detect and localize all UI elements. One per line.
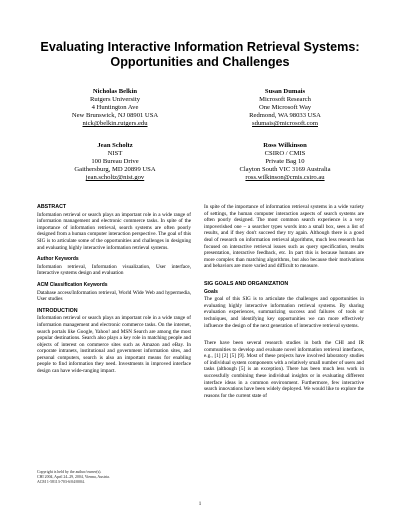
introduction-text: Information retrieval or search plays an important role in a wide range of information management and electronic commerce tasks. On the internet, search portals like Google, Yahoo! and MSN Search are among the most popular destinations. Search also plays a key role in matching people and objects of interest on commerce sites such as Amazon and eBay. In corporate intranets, institutional and government information sites, and personal computers, search is also an important means for enabling people to find information they need. Investments in improved interface design can have wide-ranging impact.: [37, 315, 191, 375]
acm-text: Database access/Information retrieval, World Wide Web and hypermedia, User studies: [37, 289, 191, 303]
author-email[interactable]: sdumais@microsoft.com: [252, 120, 318, 127]
prior-work-paragraph: There have been several research studies in both the CHI and IR communities to develop and evaluate novel information retrieval interfaces, e.g., [1] [2] [5] [9]. Most of these projects have involved laboratory studies of individual system components with a relatively small number of users and tasks (although [5] is an exception). There has been much less work in successfully combining these individual insights or in evaluating different interface ideas in a common environment. Furthermore, few interactive search innovations have been widely deployed. We would like to explore the reasons for the current state of: [204, 340, 364, 399]
author-email[interactable]: jean.scholtz@nist.gov: [85, 174, 145, 181]
author-address-line-1: 4 Huntington Ave: [91, 104, 139, 111]
author-name: Ross Wilkinson: [263, 142, 307, 149]
title-line-1: Evaluating Interactive Information Retrieval Systems:: [40, 40, 360, 54]
copyright-line-3: ACM 1-58113-703-6/04/0004.: [37, 480, 85, 484]
author-block-wilkinson: [200, 142, 370, 182]
abstract-heading: ABSTRACT: [37, 204, 67, 210]
author-address-line-2: New Brunswick, NJ 08901 USA: [71, 112, 159, 119]
author-block-scholtz: [30, 142, 200, 182]
author-address-line-1: Private Bag 10: [265, 158, 305, 165]
author-name: Susan Dumais: [264, 88, 306, 95]
sig-goals-heading: SIG GOALS AND ORGANIZATION: [204, 280, 289, 287]
abstract-text: Information retrieval or search plays an important role in a wide range of information management and electronic commerce tasks. In spite of the importance of information retrieval, search systems are often poorly designed from a human computer interaction perspective. The goal of this SIG is to articulate some of the opportunities and challenges in designing and evaluating highly interactive information retrieval systems.: [37, 211, 191, 251]
author-name: Nicholas Belkin: [92, 88, 138, 95]
copyright-line-1: Copyright is held by the author/owner(s).: [37, 470, 102, 474]
author-block-belkin: [30, 88, 200, 128]
page-number: 1: [198, 502, 202, 507]
author-address-line-2: Gaithersburg, MD 20899 USA: [74, 166, 156, 173]
copyright-notice: [37, 470, 187, 485]
copyright-line-2: CHI 2004, April 24–29, 2004, Vienna, Austria.: [37, 475, 110, 479]
author-email[interactable]: ross.wilkinson@cmis.csiro.au: [245, 174, 325, 181]
author-affiliation: CSIRO / CMIS: [264, 150, 306, 157]
goals-subheading: Goals: [204, 288, 218, 295]
introduction-heading: INTRODUCTION: [37, 307, 78, 314]
author-affiliation: Rutgers University: [90, 96, 140, 103]
author-address-line-2: Redmond, WA 98033 USA: [249, 112, 321, 119]
right-column: [204, 204, 364, 404]
keywords-heading: Author Keywords: [37, 256, 79, 263]
author-address-line-2: Clayton South VIC 3169 Australia: [239, 166, 331, 173]
author-address-line-1: One Microsoft Way: [258, 104, 312, 111]
author-name: Jean Scholtz: [97, 142, 133, 149]
motivation-paragraph: In spite of the importance of information retrieval systems in a wide variety of settings, the human computer interaction aspects of search systems are often poorly designed. The most common search experience is a very impoverished one – a searcher types words into a small box, sees a list of results, and if they don't succeed they try again. Although there is a good deal of research on information retrieval algorithms, much less research has focused on interactive retrieval issues such as query specification, results presentation, interactive feedback, etc. In part this is because humans are more complex than matching algorithms, but also because their motivations and behaviors are more varied and difficult to measure.: [204, 204, 364, 270]
author-email[interactable]: nick@belkin.rutgers.edu: [82, 120, 148, 127]
author-affiliation: NIST: [107, 150, 123, 157]
acm-heading: ACM Classification Keywords: [37, 281, 108, 288]
author-block-dumais: [200, 88, 370, 128]
author-address-line-1: 100 Bureau Drive: [91, 158, 139, 165]
keywords-text: Information retrieval, Information visualization, User interface, Interactive systems design and evaluation: [37, 263, 191, 277]
author-affiliation: Microsoft Research: [259, 96, 311, 103]
left-column: [37, 204, 191, 380]
title-line-2: Opportunities and Challenges: [110, 54, 290, 69]
paper-title: [40, 40, 360, 69]
goals-paragraph: The goal of this SIG is to articulate the challenges and opportunities in evaluating highly interactive information retrieval systems. By sharing evaluation experiences, summarizing success and failures of tools or techniques, and identifying key opportunities we can more effectively influence the design of the next generation of interactive retrieval systems.: [204, 296, 364, 329]
